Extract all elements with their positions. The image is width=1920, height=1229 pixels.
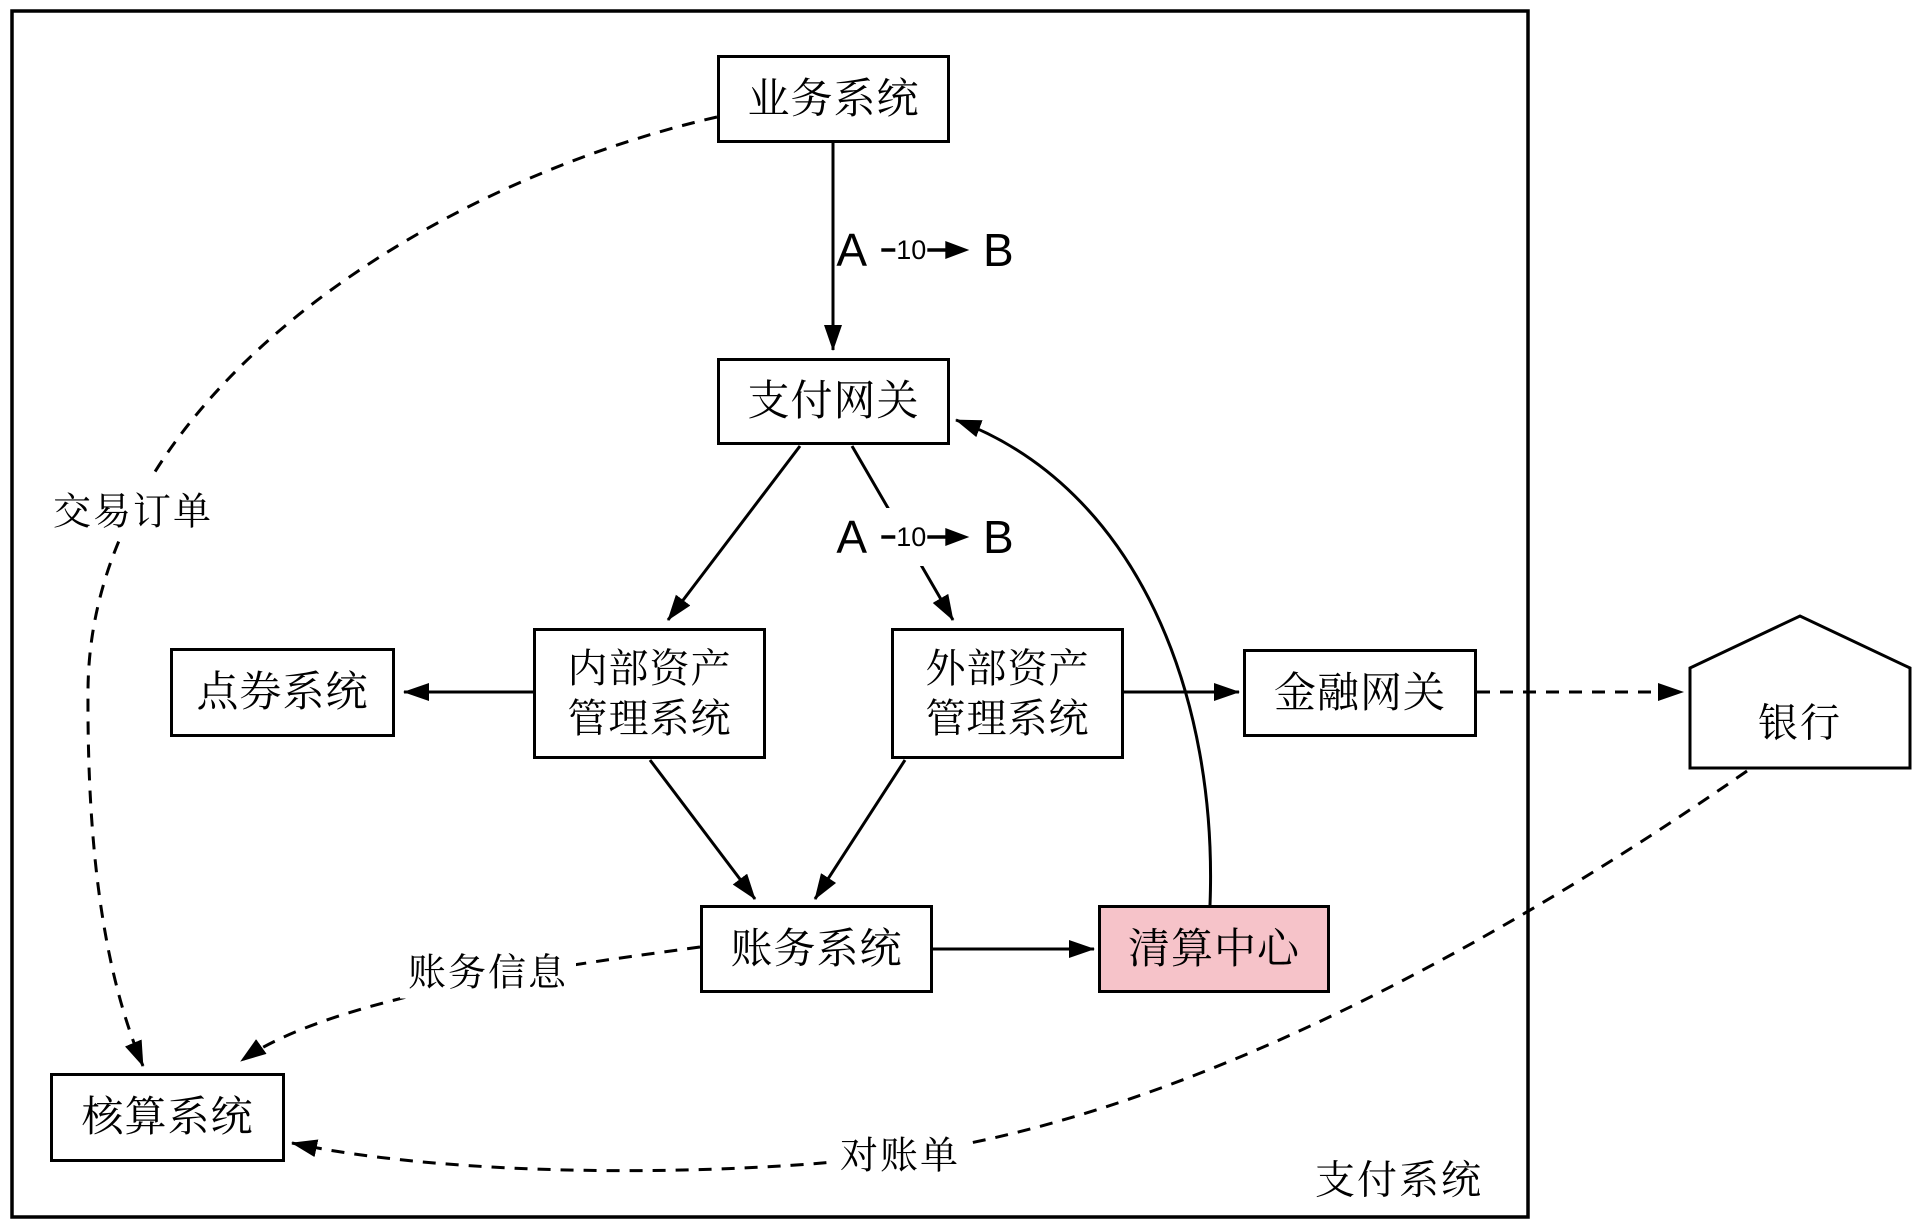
transfer-2-to: B: [983, 511, 1014, 563]
node-clearing-center-label: 清算中心: [1127, 924, 1300, 972]
node-accounting-system-label: 账务系统: [730, 924, 903, 972]
transfer-2-amount-arrow-icon: [879, 520, 971, 554]
node-clearing-center: [1098, 905, 1330, 993]
edge-label-accounting-info: 账务信息: [400, 940, 576, 999]
transfer-2-amount: 10: [895, 522, 927, 552]
edge-label-trade-order: 交易订单: [45, 479, 221, 538]
node-external-asset-line1: 外部资产: [925, 646, 1090, 691]
node-external-asset-line2: 管理系统: [925, 696, 1090, 741]
transfer-annotation-1: [830, 221, 1019, 279]
node-business-system: [717, 55, 950, 143]
transfer-2-from: A: [836, 511, 867, 563]
node-internal-asset-line2: 管理系统: [567, 696, 732, 741]
node-external-asset-system: [891, 628, 1124, 759]
transfer-1-amount-arrow-icon: [879, 233, 971, 267]
transfer-1-to: B: [983, 224, 1014, 276]
node-voucher-system-label: 点券系统: [196, 668, 369, 716]
system-boundary: [12, 11, 1528, 1217]
node-business-system-label: 业务系统: [747, 74, 920, 122]
node-internal-asset-system: [533, 628, 766, 759]
node-bank-label: 银行: [1758, 701, 1842, 746]
edge-external-asset-to-accounting: [815, 760, 905, 899]
boundary-label-payment-system: 支付系统: [1315, 1158, 1483, 1203]
edge-payment-gateway-to-internal-asset: [668, 446, 800, 620]
node-internal-asset-line1: 内部资产: [567, 646, 732, 691]
transfer-1-from: A: [836, 224, 867, 276]
node-finance-gateway: [1243, 649, 1477, 737]
edge-label-statement: 对账单: [832, 1123, 968, 1182]
node-reconciliation-system: [50, 1073, 285, 1162]
node-voucher-system: [170, 648, 395, 737]
edge-internal-asset-to-accounting: [650, 760, 755, 899]
node-payment-gateway: [717, 358, 950, 445]
node-reconciliation-system-label: 核算系统: [81, 1093, 254, 1141]
node-accounting-system: [700, 905, 933, 993]
node-finance-gateway-label: 金融网关: [1273, 668, 1446, 716]
transfer-1-amount: 10: [895, 235, 927, 265]
node-payment-gateway-label: 支付网关: [747, 377, 920, 425]
transfer-annotation-2: [830, 508, 1019, 566]
edge-business-to-reconciliation-trade-order: [88, 117, 717, 1066]
